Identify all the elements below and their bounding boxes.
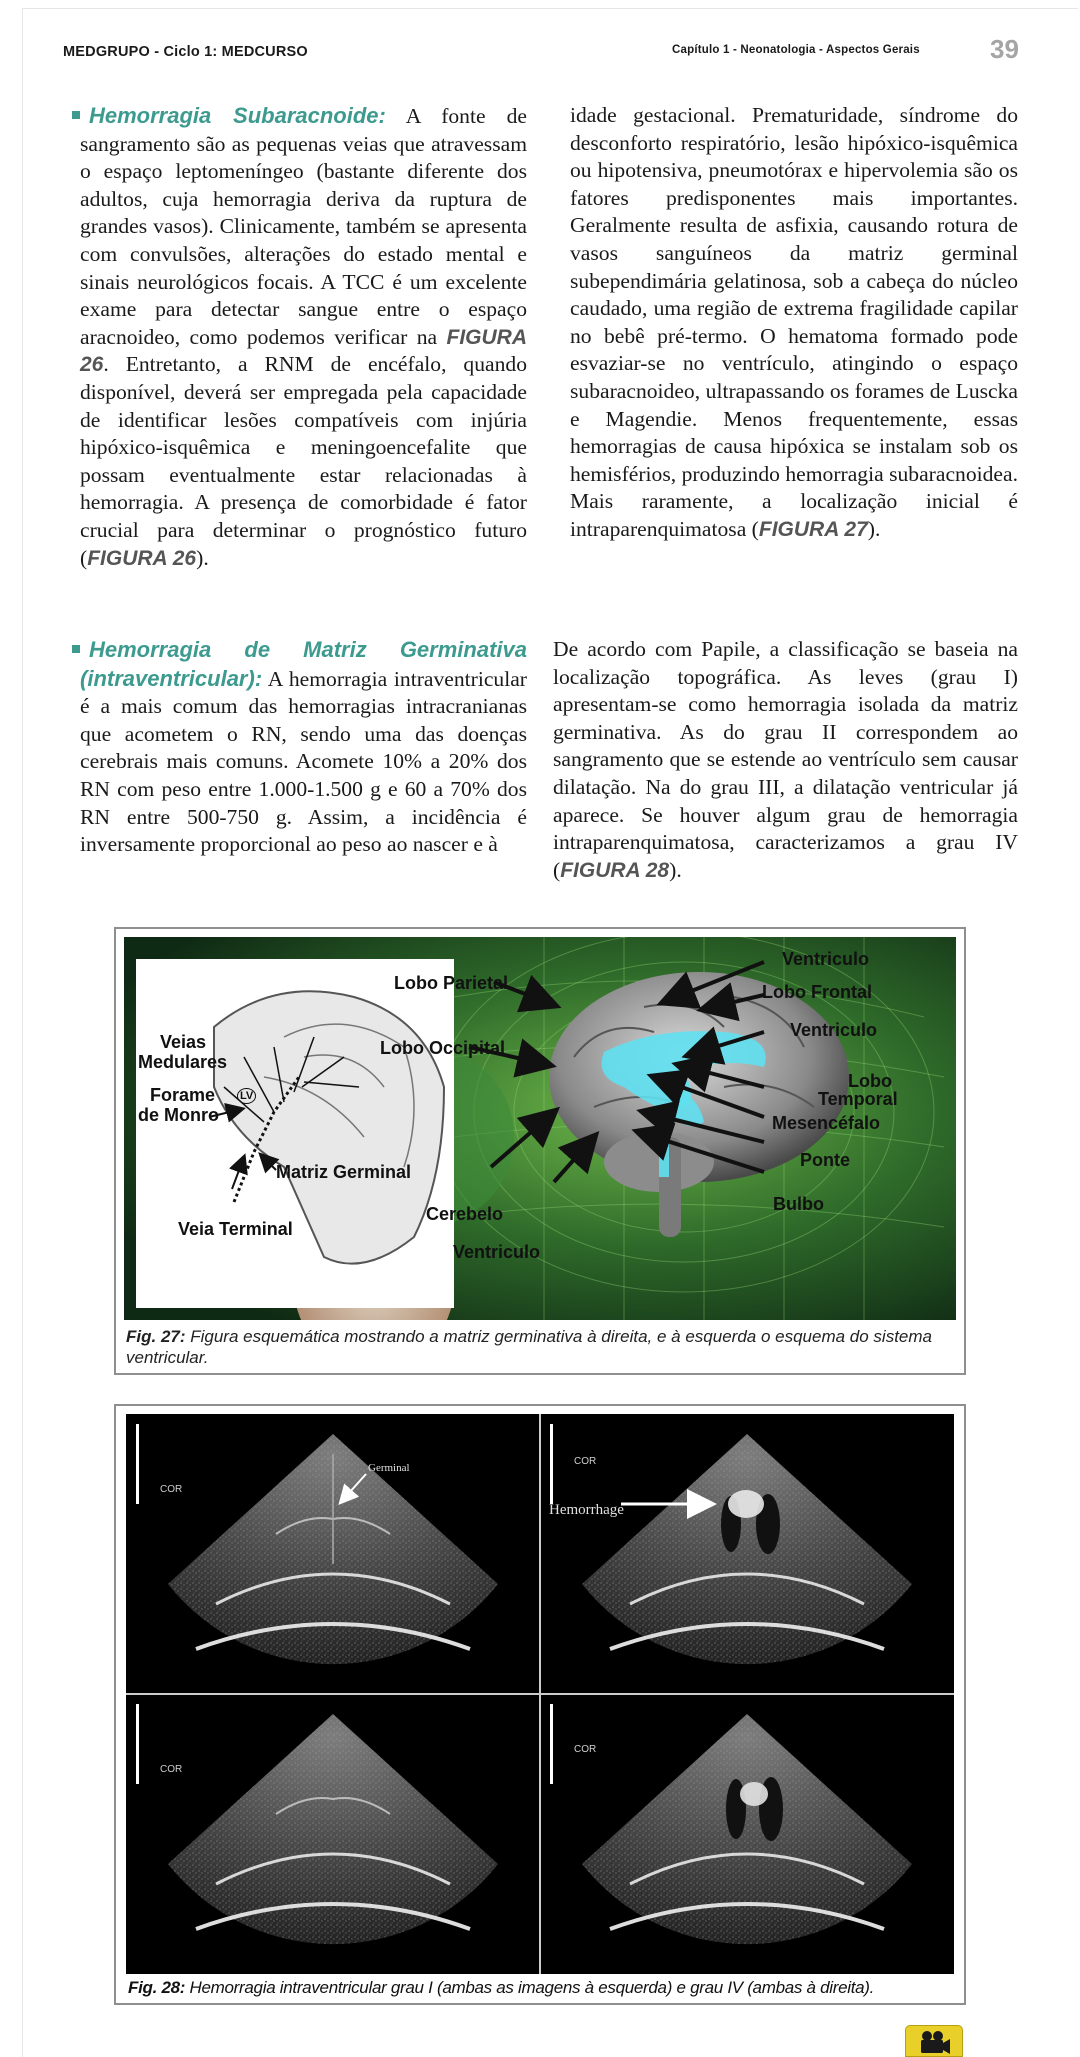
- figure-ref-27[interactable]: FIGURA 27: [758, 517, 868, 541]
- label-lobo: Lobo: [848, 1071, 892, 1091]
- label-temporal: Temporal: [818, 1089, 898, 1109]
- label-cor-br: COR: [574, 1744, 597, 1755]
- bullet-icon: [72, 645, 80, 653]
- label-ponte: Ponte: [800, 1150, 851, 1170]
- paragraph-papile: [553, 636, 1018, 884]
- paragraph-gestational: [570, 102, 1018, 544]
- label-cor-tr: COR: [574, 1456, 597, 1467]
- label-lobo-frontal: Lobo Frontal: [762, 982, 872, 1002]
- running-header-right: Capítulo 1 - Neonatologia - Aspectos Gerais: [672, 44, 920, 56]
- ultrasound-grid: [126, 1414, 954, 1974]
- column-germinal: [80, 636, 527, 859]
- page-number: 39: [990, 34, 1019, 64]
- figure-28-caption: [128, 1977, 958, 1999]
- label-ventriculo-top: Ventriculo: [782, 949, 870, 969]
- text-col2-b: ).: [867, 516, 881, 541]
- heading-germinal: Hemorragia de Matriz Germinativa (intraventricular):: [80, 637, 527, 691]
- heading-subarachnoid: Hemorragia Subaracnoide:: [89, 103, 386, 128]
- figure-27: [114, 927, 966, 1375]
- figure-27-caption: [126, 1326, 956, 1368]
- label-veia-terminal: Veia Terminal: [178, 1219, 293, 1239]
- figure-28-caption-label: Fig. 28:: [128, 1978, 186, 1997]
- label-cor-bl: COR: [160, 1764, 183, 1775]
- figure-27-caption-text: Figura esquemática mostrando a matriz germinativa à direita, e à esquerda o esquema do sistema ventricular.: [126, 1327, 933, 1367]
- running-header-left: MEDGRUPO - Ciclo 1: MEDCURSO: [63, 44, 308, 60]
- bullet-icon: [72, 111, 80, 119]
- label-de-monro: de Monro: [138, 1105, 219, 1125]
- figure-ref-26a[interactable]: FIGURA 26: [80, 325, 527, 377]
- label-germinal-us: Germinal: [368, 1462, 410, 1474]
- figure-27-image: [124, 937, 956, 1320]
- figure-28-image: [126, 1414, 954, 1974]
- label-lobo-occipital: Lobo Occipital: [380, 1038, 506, 1058]
- text-subarachnoid-a: A fonte de sangramento são as pequenas veias que atravessam o espaço leptomeníngeo (bastante diferente dos adultos, cuja hemorragia deriva da ruptura de grandes vasos). Clinicamente, também se apresenta com convulsões, alterações do estado mental e sinais neurológicos focais. A TCC é um excelente exame para detectar sangue entre o espaço aracnoideo, como podemos verificar na: [80, 104, 528, 349]
- figure-27-caption-label: Fig. 27:: [126, 1327, 186, 1346]
- label-lv: LV: [237, 1088, 256, 1104]
- column-papile: [553, 636, 1018, 884]
- label-ventriculo-bottom: Ventriculo: [453, 1242, 541, 1262]
- ultrasound-top-right: [550, 1424, 912, 1664]
- ultrasound-bottom-right: [550, 1704, 912, 1944]
- ultrasound-top-left: [136, 1424, 498, 1664]
- figure-ref-28[interactable]: FIGURA 28: [560, 858, 670, 882]
- label-ventriculo-mid: Ventriculo: [790, 1020, 878, 1040]
- label-cor-tl: COR: [160, 1484, 183, 1495]
- video-camera-icon: [906, 2026, 964, 2057]
- column-gestational: [570, 102, 1018, 544]
- paragraph-subarachnoid: [80, 102, 527, 572]
- figure-ref-26b[interactable]: FIGURA 26: [87, 546, 197, 570]
- paragraph-germinal: [80, 636, 527, 859]
- figure-28: [114, 1404, 966, 2005]
- text-subarachnoid-c: ).: [196, 545, 209, 570]
- text-col4-a: De acordo com Papile, a classificação se baseia na localização topográfica. As leves (grau I) apresentam-se como hemorragia isolada da matriz germinativa. As do grau II correspondem ao sangramento que se estende ao ventrículo sem causar dilatação. Na do grau III, a dilatação ventricular já aparece. Se houver algum grau de hemorragia intraparenquimatosa, caracterizamos a grau IV (: [553, 637, 1018, 882]
- label-lobo-parietal: Lobo Parietal: [394, 973, 509, 993]
- figure-28-caption-text: Hemorragia intraventricular grau I (ambas as imagens à esquerda) e grau IV (ambas à direita).: [185, 1978, 875, 1997]
- text-col4-b: ).: [669, 857, 682, 882]
- column-subarachnoid: [80, 102, 527, 572]
- label-bulbo: Bulbo: [773, 1194, 824, 1214]
- label-medulares: Medulares: [138, 1052, 228, 1072]
- aqueduct: [659, 1122, 669, 1177]
- ultrasound-bottom-left: [136, 1704, 498, 1944]
- label-veias: Veias: [160, 1032, 207, 1052]
- label-hemorrhage-us: Hemorrhage: [549, 1502, 624, 1518]
- video-button[interactable]: [905, 2025, 963, 2057]
- text-germinal: A hemorragia intraventricular é a mais comum das hemorragias intracranianas que acometem o RN, sendo uma das doenças cerebrais mais comuns. Acomete 10% a 20% dos RN com peso entre 1.000-1.500 g e 60 a 70% dos RN entre 500-750 g. Assim, a incidência é inversamente proporcional ao peso ao nascer e à: [80, 666, 527, 857]
- label-mesencefalo: Mesencéfalo: [772, 1113, 881, 1133]
- label-forame: Forame: [150, 1085, 216, 1105]
- text-subarachnoid-b: . Entretanto, a RNM de encéfalo, quando disponível, deverá ser empregada pela capacidade de identificar lesões compatíveis com injúria hipóxico-isquêmica e meningoencefalite que possam eventualmente estar relacionadas à hemorragia. A presença de comorbidade é fator crucial para determinar o prognóstico futuro (: [80, 352, 527, 570]
- label-matriz-germinal: Matriz Germinal: [276, 1162, 412, 1182]
- text-col2-a: idade gestacional. Prematuridade, síndrome do desconforto respiratório, lesão hipóxico-isquêmica ou hipotensiva, pneumotórax e hipervolemia são os fatores predisponentes mais importantes. Geralmente resulta de asfixia, causando rotura de vasos sanguíneos da matriz germinal subependimária gelatinosa, sob a cabeça do núcleo caudado, uma região de extrema fragilidade capilar no bebê pré-termo. O hematoma formado pode esvaziar-se no ventrículo, atingindo o espaço subaracnoideo, ultrapassando os forames de Luscka e Magendie. Menos frequentemente, essas hemorragias de causa hipóxica se instalam sob os hemisférios, produzindo hemorragia subaracnoidea. Mais raramente, a localização inicial é intraparenquimatosa (: [570, 103, 1018, 541]
- label-cerebelo: Cerebelo: [426, 1204, 504, 1224]
